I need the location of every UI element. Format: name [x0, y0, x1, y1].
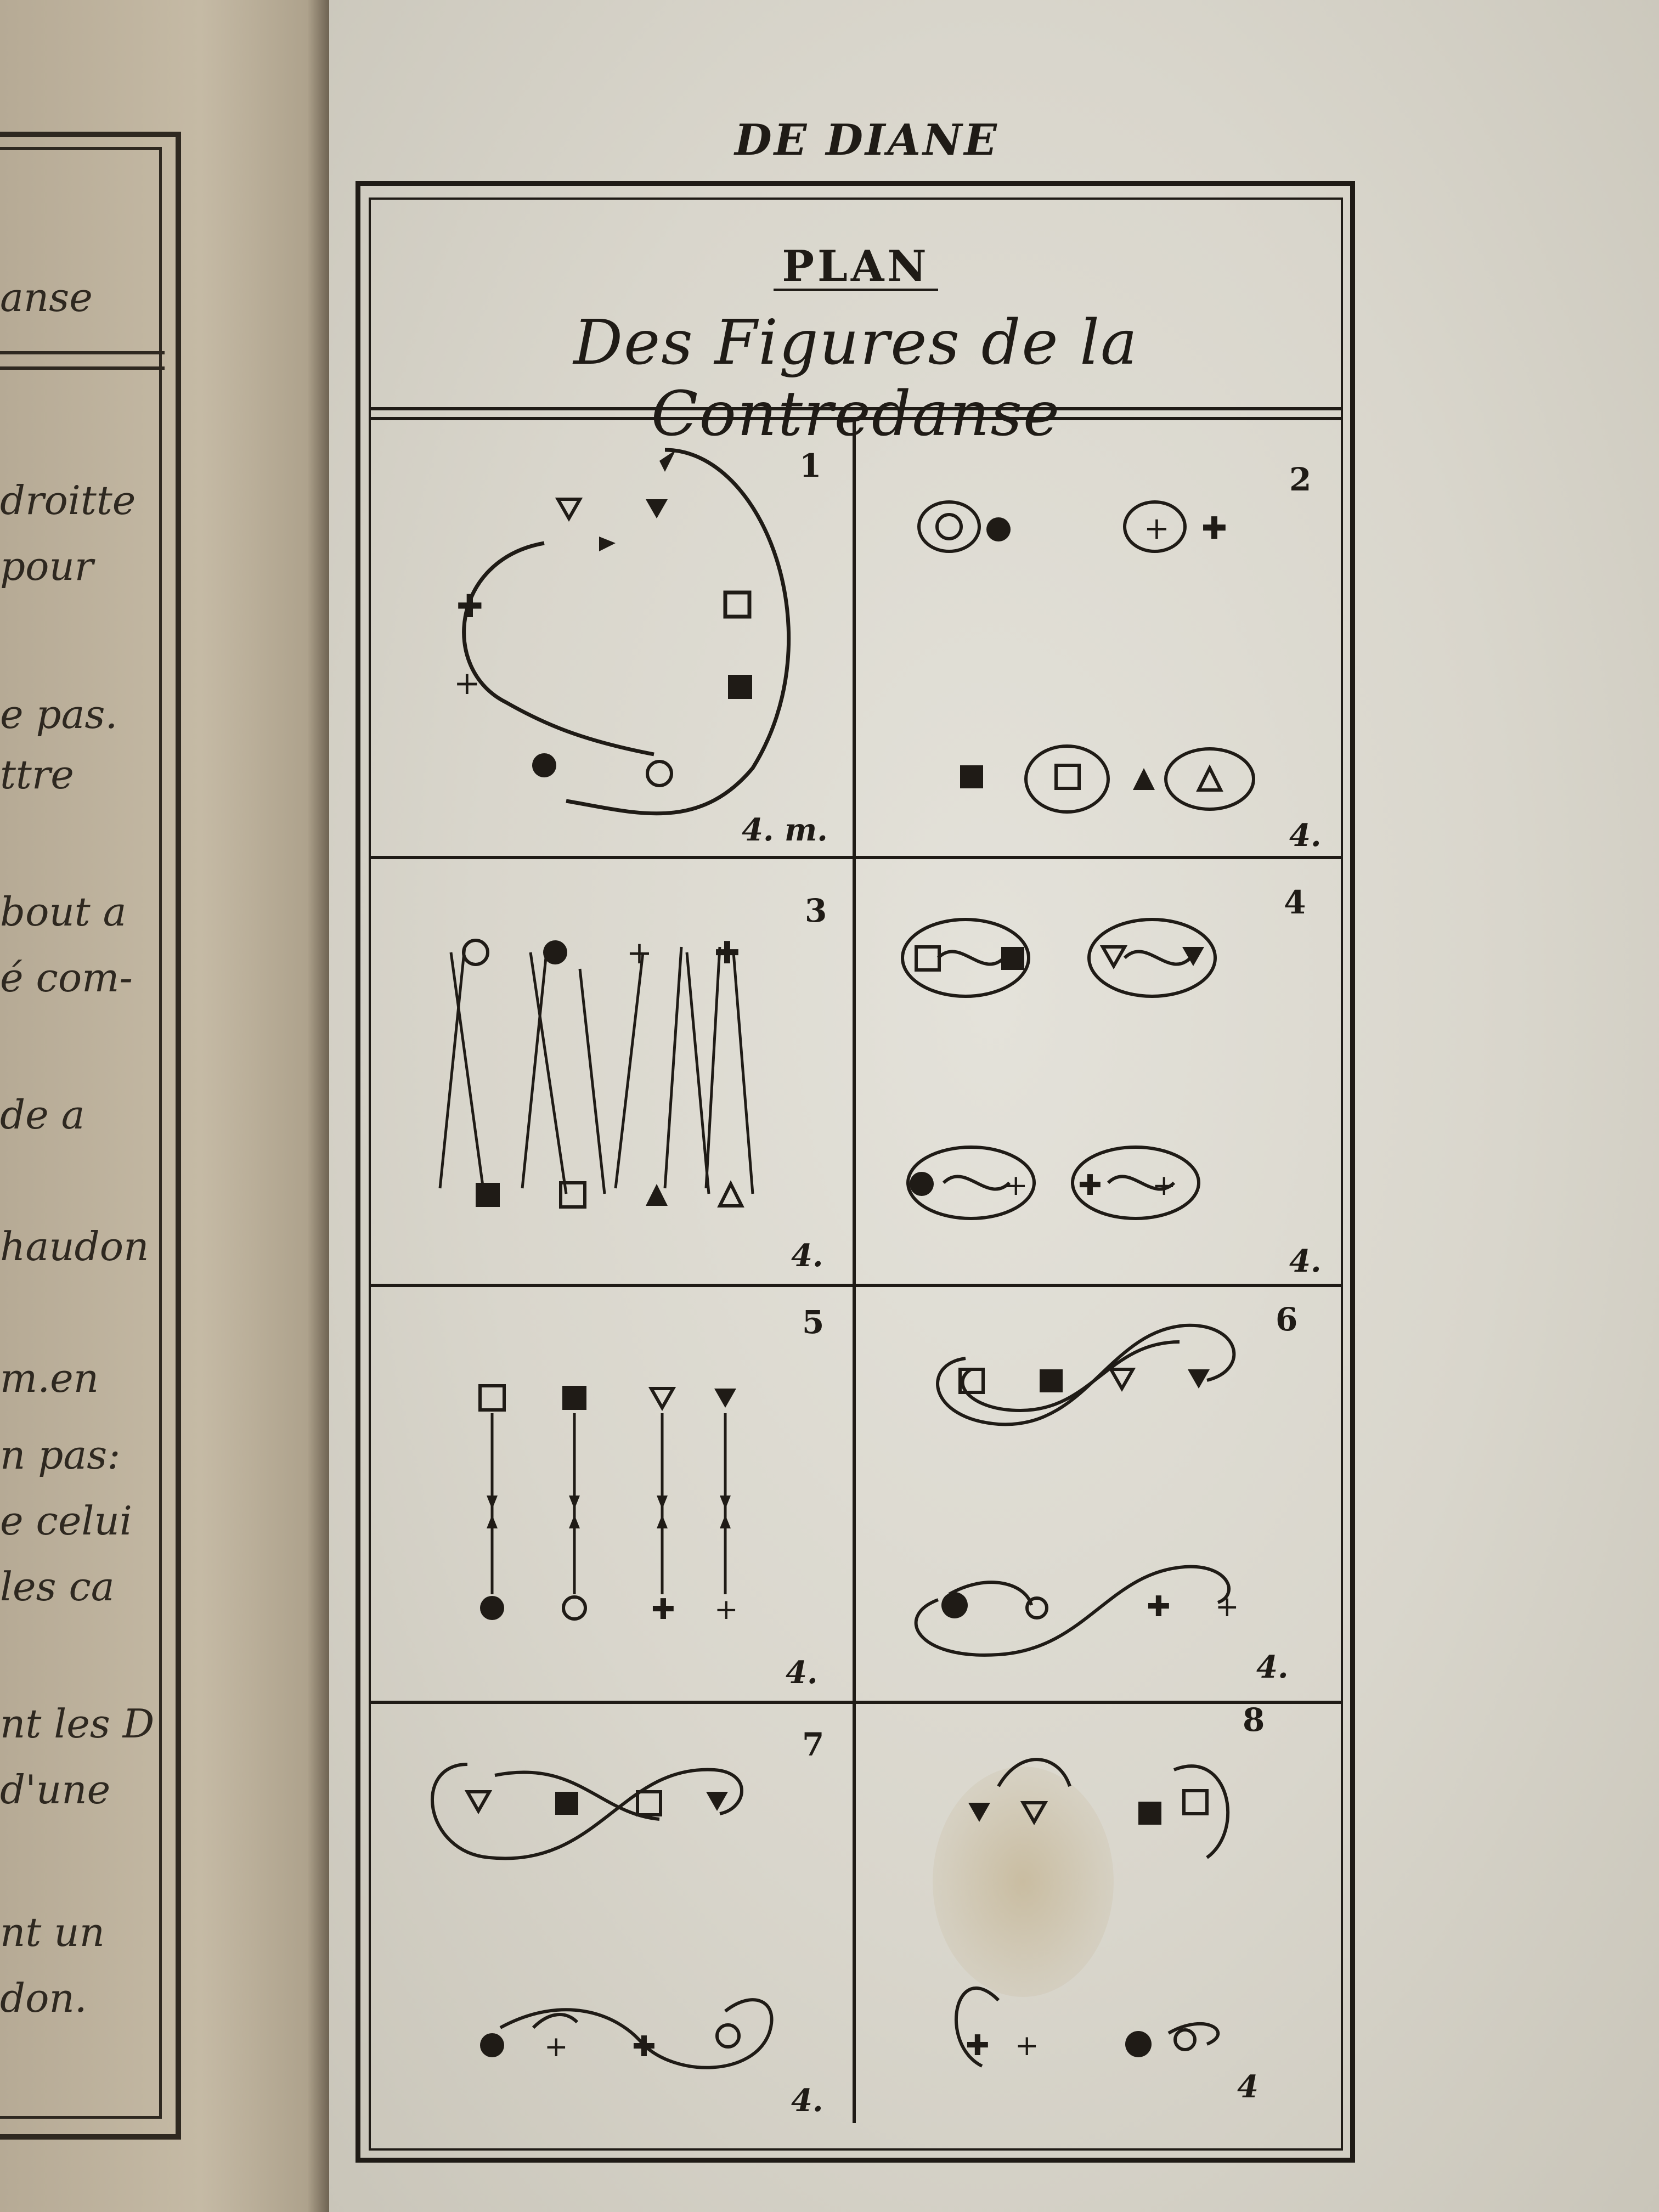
filled-circle-icon — [480, 1596, 504, 1620]
open-circle-icon — [647, 761, 672, 786]
cross-icon: + — [544, 2030, 568, 2063]
figure-cell-2 — [856, 417, 1343, 856]
left-page — [0, 0, 335, 2212]
figure-8-diagram — [856, 1704, 1343, 2123]
filled-circle-icon — [543, 940, 567, 964]
left-page-line: e pas. — [0, 691, 118, 737]
cross-icon: + — [1215, 1590, 1239, 1623]
filled-cross-icon: ✚ — [966, 2029, 990, 2062]
figure-2-loop — [1166, 749, 1254, 809]
left-page-line: nt un — [0, 1909, 105, 1955]
cross-icon: + — [714, 1593, 738, 1626]
left-page-line: de a — [0, 1092, 85, 1138]
filled-cross-icon: ✚ — [714, 935, 740, 971]
left-page-header-rule — [0, 351, 165, 370]
figure-measure: 4. — [791, 1238, 823, 1274]
open-square-icon — [1056, 765, 1079, 788]
left-page-line: bout a — [0, 889, 127, 935]
figure-number: 7 — [802, 1726, 825, 1763]
plan-underline — [774, 289, 938, 291]
open-triangle-icon — [558, 499, 580, 518]
figure-measure: 4 — [1237, 2069, 1259, 2105]
left-page-line: d'une — [0, 1767, 111, 1813]
filled-triangle-icon — [1133, 768, 1155, 790]
filled-square-icon — [728, 675, 752, 699]
filled-square-icon — [555, 1792, 578, 1815]
filled-triangle-icon — [706, 1792, 728, 1811]
figure-cell-6 — [856, 1287, 1343, 1701]
figure-3-diagram — [369, 859, 853, 1284]
left-page-line: les ca — [0, 1564, 115, 1610]
filled-square-icon — [1040, 1369, 1063, 1392]
left-page-line: anse — [0, 274, 93, 320]
cross-icon: + — [1152, 1169, 1176, 1202]
left-page-line: é com- — [0, 955, 133, 1001]
figure-number: 5 — [802, 1304, 825, 1341]
left-page-line: n pas: — [0, 1432, 121, 1478]
figure-measure: 4. — [786, 1655, 818, 1691]
figure-measure: 4. — [1289, 817, 1322, 854]
cross-icon: + — [627, 935, 652, 971]
open-triangle-icon — [1103, 947, 1125, 966]
open-circle-icon — [717, 2025, 739, 2047]
open-square-icon — [1184, 1791, 1207, 1814]
left-page-line: droitte — [0, 477, 136, 523]
figure-number: 2 — [1289, 461, 1312, 498]
figure-measure: 4. — [1256, 1649, 1289, 1685]
open-triangle-icon — [1111, 1369, 1133, 1389]
figure-6-diagram — [856, 1287, 1343, 1701]
figure-2-diagram — [856, 417, 1343, 856]
filled-circle-icon — [532, 753, 556, 777]
figure-1-diagram — [369, 417, 853, 856]
title-rule — [369, 407, 1343, 410]
figure-number: 1 — [799, 447, 822, 484]
cross-icon: + — [1015, 2029, 1039, 2062]
open-square-icon — [725, 592, 749, 617]
figure-cell-8 — [856, 1701, 1343, 2123]
filled-square-icon — [1001, 947, 1024, 970]
figure-1-path-left — [464, 543, 654, 754]
figure-1-path-right — [566, 450, 789, 814]
left-page-line: nt les D — [0, 1701, 155, 1747]
filled-circle-icon — [986, 517, 1011, 541]
figure-number: 8 — [1243, 1701, 1265, 1739]
open-circle-icon — [563, 1597, 585, 1619]
plan-label: PLAN — [782, 241, 930, 291]
figure-measure: 4. — [1289, 1243, 1322, 1279]
filled-circle-icon — [910, 1172, 934, 1196]
left-page-line: haudon — [0, 1223, 149, 1269]
filled-circle-icon — [480, 2033, 504, 2057]
left-page-line: pour — [0, 543, 94, 589]
filled-triangle-icon — [714, 1389, 736, 1408]
open-square-icon — [480, 1386, 504, 1410]
arrowhead-icon — [599, 537, 616, 551]
cross-icon: + — [1004, 1169, 1028, 1202]
filled-square-icon — [1138, 1802, 1161, 1825]
figure-2-loop — [919, 502, 979, 551]
filled-square-icon — [476, 1183, 500, 1207]
open-square-icon — [637, 1792, 661, 1815]
open-circle-icon — [937, 515, 961, 539]
cross-icon: + — [1144, 511, 1170, 546]
running-head: DE DIANE — [735, 115, 999, 165]
figure-number: 3 — [805, 892, 827, 929]
figure-cell-4 — [856, 859, 1343, 1284]
filled-cross-icon: ✚ — [632, 2030, 656, 2063]
left-page-line: m.en — [0, 1355, 99, 1401]
figure-5-diagram — [369, 1287, 853, 1701]
filled-triangle-icon — [1188, 1369, 1210, 1389]
open-triangle-icon — [651, 1389, 673, 1408]
open-circle-icon — [1175, 2030, 1195, 2050]
open-circle-icon — [1027, 1598, 1047, 1618]
figure-4-diagram — [856, 859, 1343, 1284]
cross-icon: + — [454, 664, 481, 702]
open-triangle-icon — [720, 1184, 742, 1206]
figure-measure: 4. m. — [742, 812, 828, 848]
arrowhead-icon — [659, 450, 676, 472]
open-triangle-icon — [467, 1792, 489, 1811]
filled-circle-icon — [941, 1592, 968, 1618]
filled-cross-icon: ✚ — [651, 1593, 675, 1626]
figure-grid — [369, 417, 1343, 2123]
left-page-line: don. — [0, 1975, 87, 2021]
figure-cell-1 — [369, 417, 853, 856]
figure-cell-5 — [369, 1287, 853, 1701]
figure-number: 6 — [1276, 1301, 1298, 1338]
figure-measure: 4. — [791, 2083, 823, 2119]
left-page-line: ttre — [0, 752, 74, 798]
filled-triangle-icon — [646, 499, 668, 518]
filled-circle-icon — [1125, 2031, 1152, 2057]
filled-triangle-icon — [968, 1803, 990, 1822]
filled-square-icon — [960, 765, 983, 788]
left-page-line: e celui — [0, 1498, 132, 1544]
figure-number: 4 — [1284, 884, 1306, 921]
filled-cross-icon: ✚ — [1078, 1169, 1102, 1202]
open-triangle-icon — [1199, 768, 1221, 790]
figure-2-loop — [1026, 746, 1108, 812]
open-square-icon — [916, 947, 939, 970]
figure-cell-3 — [369, 859, 853, 1284]
filled-cross-icon: ✚ — [1147, 1590, 1171, 1623]
open-triangle-icon — [1023, 1803, 1045, 1822]
plate-subtitle: Des Figures de la Contredanse — [573, 307, 1138, 450]
filled-cross-icon: ✚ — [456, 588, 483, 625]
figure-cell-7 — [369, 1704, 853, 2123]
filled-square-icon — [562, 1386, 586, 1410]
open-circle-icon — [464, 940, 488, 964]
figure-7-diagram — [369, 1704, 853, 2123]
filled-cross-icon: ✚ — [1201, 511, 1227, 546]
